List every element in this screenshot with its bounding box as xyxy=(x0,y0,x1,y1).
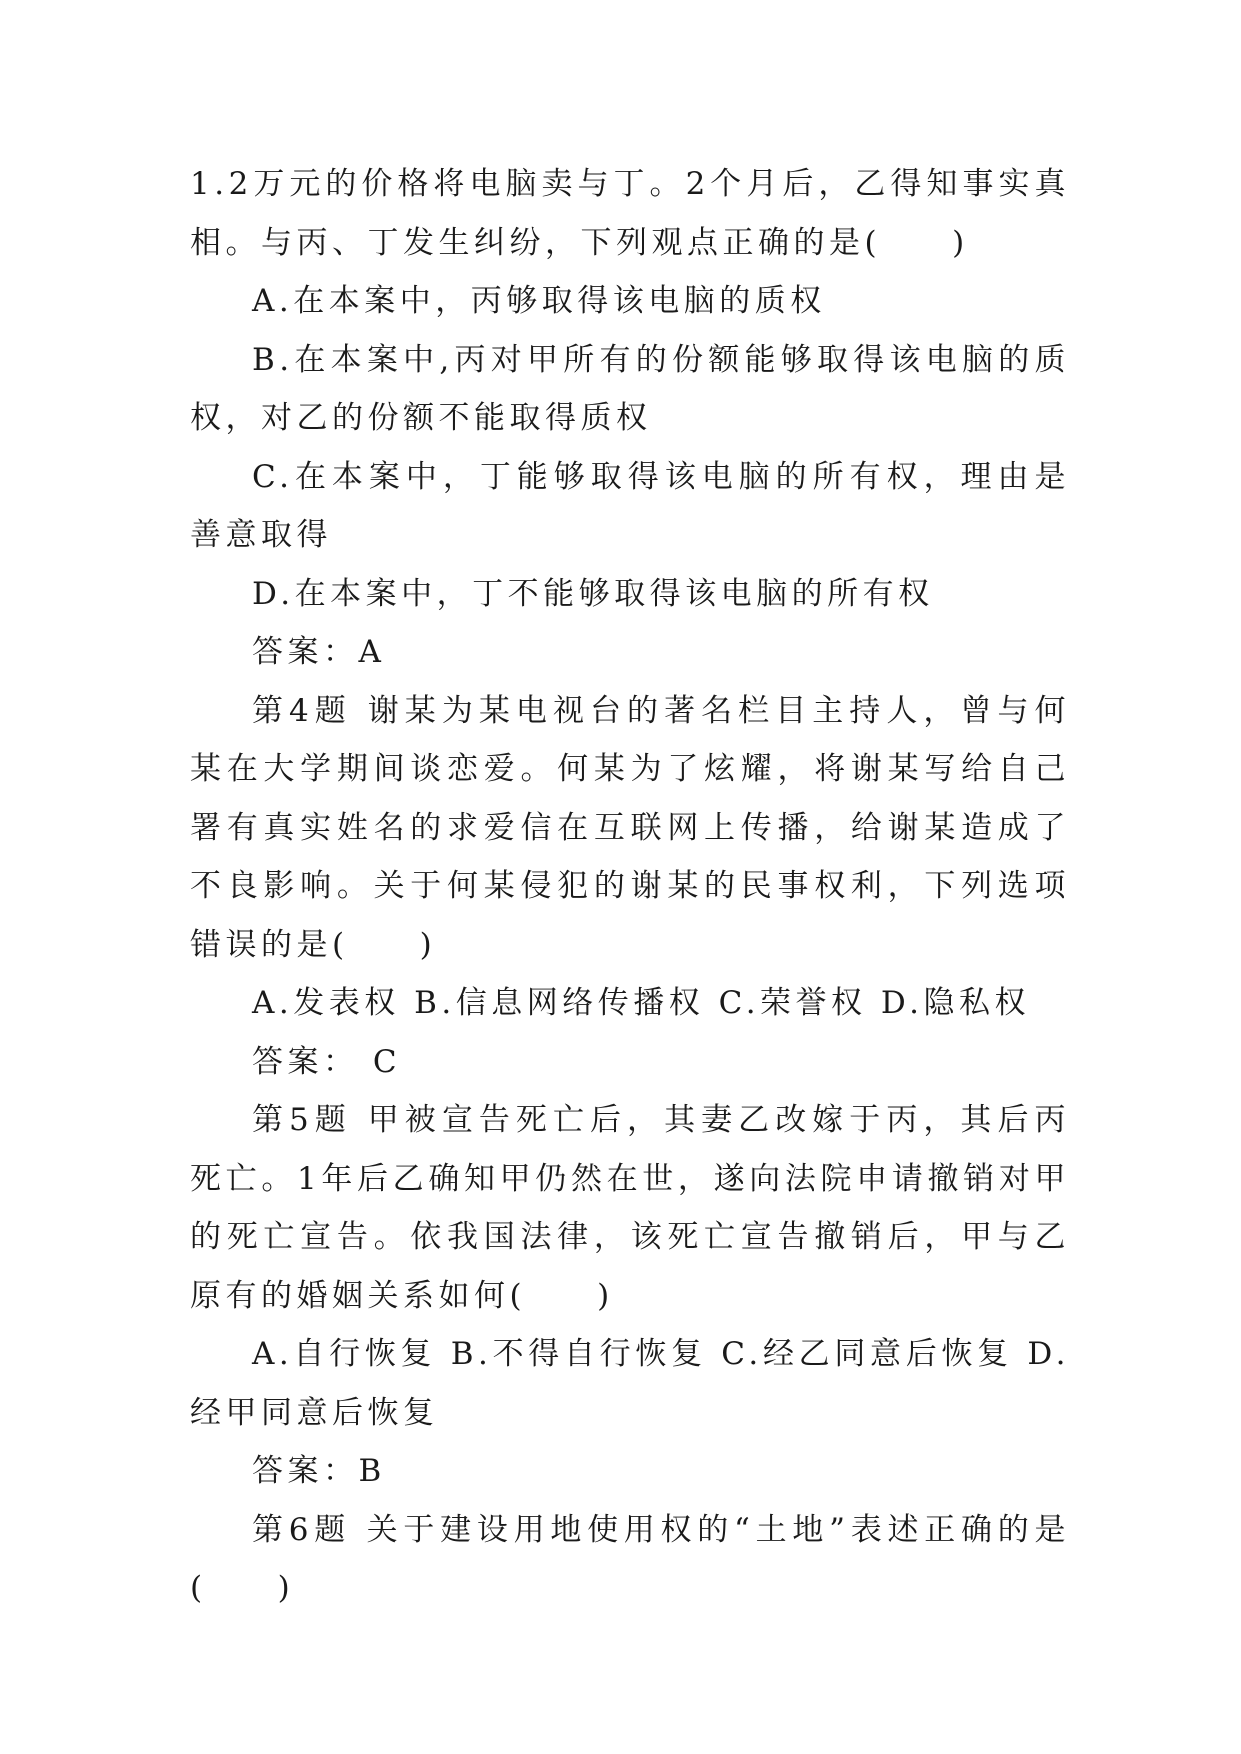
question-6: 第6题 关于建设用地使用权的“土地”表述正确的是( ) xyxy=(190,1511,1070,1606)
answer-5: 答案：B xyxy=(252,1453,386,1489)
question-continuation: 1.2万元的价格将电脑卖与丁。2个月后，乙得知事实真相。与丙、丁发生纠纷，下列观点正确的是( ) xyxy=(190,166,1070,261)
document-body xyxy=(190,155,1070,1618)
option-b: B.在本案中,丙对甲所有的份额能够取得该电脑的质权，对乙的份额不能取得质权 xyxy=(190,341,1070,436)
option-d: D.在本案中，丁不能够取得该电脑的所有权 xyxy=(252,575,934,612)
question-4: 第4题 谢某为某电视台的著名栏目主持人，曾与何某在大学期间谈恋爱。何某为了炫耀，将谢某写给自己署有真实姓名的求爱信在互联网上传播，给谢某造成了不良影响。关于何某侵犯的谢某的民事权利，下列选项错误的是( ) xyxy=(190,692,1070,963)
option-c: C.在本案中，丁能够取得该电脑的所有权，理由是善意取得 xyxy=(190,458,1070,553)
option-a: A.在本案中，丙够取得该电脑的质权 xyxy=(252,283,826,319)
answer-4: 答案： C xyxy=(252,1043,402,1080)
question-5: 第5题 甲被宣告死亡后，其妻乙改嫁于丙，其后丙死亡。1年后乙确知甲仍然在世，遂向法院申请撤销对甲的死亡宣告。依我国法律，该死亡宣告撤销后，甲与乙原有的婚姻关系如何( ) xyxy=(190,1102,1070,1314)
question-4-options: A.发表权 B.信息网络传播权 C.荣誉权 D.隐私权 xyxy=(252,985,1031,1021)
answer-3: 答案：A xyxy=(252,634,386,670)
question-5-options: A.自行恢复 B.不得自行恢复 C.经乙同意后恢复 D.经甲同意后恢复 xyxy=(190,1336,1070,1431)
